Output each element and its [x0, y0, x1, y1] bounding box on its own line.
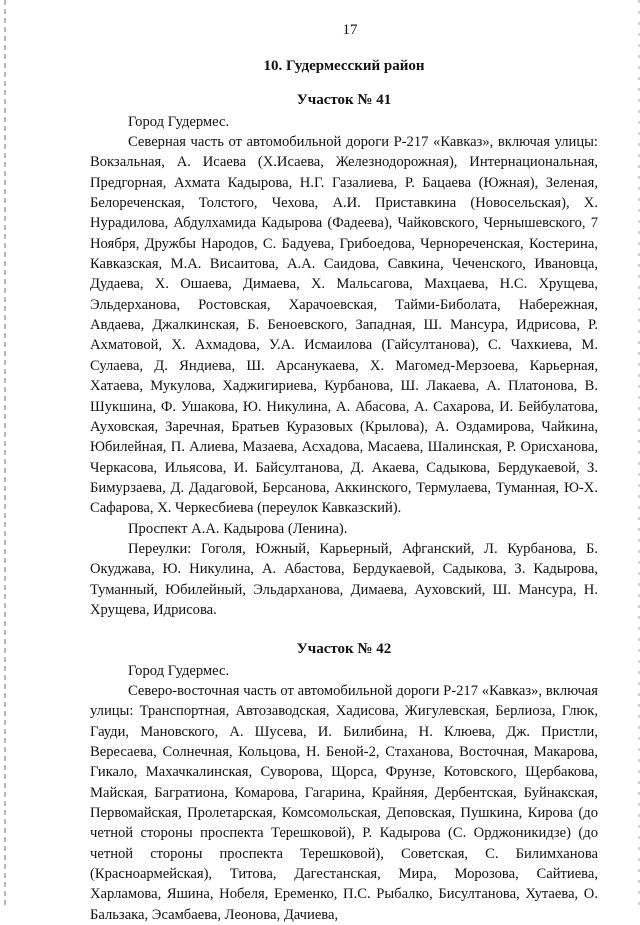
- page-number: 17: [342, 22, 358, 38]
- scan-margin-line: [4, 0, 6, 905]
- section-41: [90, 90, 598, 620]
- streets-paragraph: Северо-восточная часть от автомобильной дороги Р-217 «Кавказ», включая улицы: Транспортная, Автозаводская, Хадисова, Жигулевская, Берлиоза, Глюк, Гауди, Мановского, А. Шусева, И. Билибина, Н. Клюева, Дж. Пристли, Вересаева, Солнечная, Кольцова, Н. Беной-2, Стаханова, Восточная, Макарова, Гикало, Махачкалинская, Суворова, Щорса, Фрунзе, Котовского, Щербакова, Майская, Багратиона, Комарова, Гагарина, Крайняя, Дербентская, Буйнакская, Первомайская, Пролетарская, Комсомольская, Деповская, Пушкина, Кирова (до четной стороны проспекта Терешковой), Р. Кадырова (С. Орджоникидзе) (до четной стороны проспекта Терешковой), Советская, С. Билимханова (Красноармейская), Титова, Дагестанская, Мира, Морозова, Сайтиева, Харламова, Яшина, Нобеля, Еременко, П.С. Рыбалко, Бисултанова, Хутаева, О. Бальзака, Эсамбаева, Леонова, Дачиева,: [90, 682, 598, 923]
- section-title: Участок № 41: [296, 92, 392, 109]
- document-body: [90, 56, 598, 925]
- prospect-paragraph: Проспект А.А. Кадырова (Ленина).: [128, 520, 348, 537]
- district-title: 10. Гудермесский район: [263, 58, 425, 74]
- city-line: Город Гудермес.: [128, 113, 230, 130]
- section-gap: [90, 620, 598, 639]
- streets-paragraph: Северная часть от автомобильной дороги Р-217 «Кавказ», включая улицы: Вокзальная, А. Исаева (Х.Исаева, Железнодорожная), Интернациональная, Предгорная, Ахмата Кадырова, Н.Г. Газалиева, Р. Бацаева (Южная), Зеленая, Белореченская, Толстого, Чехова, А.И. Приставкина (Новосельская), Х. Нурадилова, Абдулхамида Кадырова (Фадеева), Чайковского, Чернышевского, 7 Ноября, Дружбы Народов, С. Бадуева, Грибоедова, Чернореченская, Костерина, Кавказская, М.А. Висаитова, А.А. Саидова, Савкина, Чеченского, Ивановца, Дудаева, Х. Ошаева, Димаева, Х. Мальсагова, Махцаева, Н.С. Хрущева, Эльдерханова, Ростовская, Харачоевская, Тайми-Биболата, Набережная, Авдаева, Джалкинская, Б. Беноевского, Западная, Ш. Мансура, Идрисова, Р. Ахматовой, Х. Ахмадова, У.А. Исмаилова (Гайсултанова), С. Чахкиева, М. Сулаева, Д. Яндиева, Ш. Арсанукаева, Х. Магомед-Мерзоева, Карьерная, Хатаева, Мукулова, Хаджигириева, Курбанова, Ш. Лакаева, А. Платонова, В. Шукшина, Ф. Ушакова, Ю. Никулина, А. Абасова, А. Сахарова, И. Бейбулатова, Ауховская, Заречная, Братьев Куразовых (Крылова), А. Оздамирова, Чайкина, Юбилейная, П. Алиева, Мазаева, Асхадова, Масаева, Шалинская, Р. Орисханова, Черкасова, Ильясова, И. Байсултанова, Д. Акаева, Садыкова, Бердукаевой, З. Бимурзаева, Д. Дадаговой, Берсанова, Аккинского, Термулаева, Туманная, Ю-Х. Сафарова, Х. Черкесбиева (переулок Кавказский).: [90, 134, 598, 517]
- city-line: Город Гудермес.: [128, 662, 230, 679]
- section-42: [90, 639, 598, 925]
- lanes-paragraph: Переулки: Гоголя, Южный, Карьерный, Афганский, Л. Курбанова, Б. Окуджава, Ю. Никулина, А. Абастова, Бердукаевой, Садыкова, З. Кадырова, Туманный, Юбилейный, Эльдарханова, Димаева, Ауховский, Ш. Мансура, Н. Хрущева, Идрисова.: [90, 540, 598, 618]
- section-title: Участок № 42: [296, 641, 392, 658]
